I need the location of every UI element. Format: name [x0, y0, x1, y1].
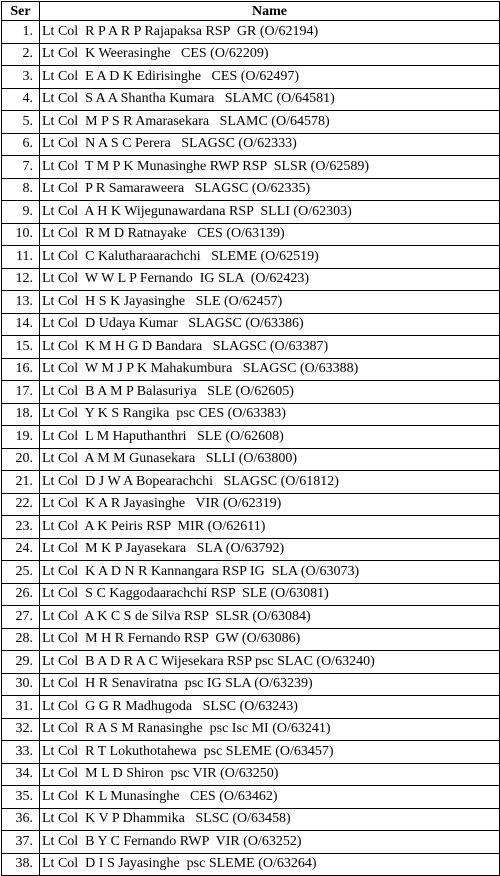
table-row — [2, 831, 500, 854]
table-row — [2, 493, 500, 516]
table-row — [2, 426, 500, 449]
ser-cell: 9. — [2, 201, 40, 224]
table-row — [2, 853, 500, 876]
name-cell: Lt Col B A M P Balasuriya SLE (O/62605) — [40, 381, 500, 404]
table-row — [2, 763, 500, 786]
table-row — [2, 201, 500, 224]
name-cell: Lt Col R P A R P Rajapaksa RSP GR (O/62194) — [40, 21, 500, 44]
ser-cell: 11. — [2, 246, 40, 269]
ser-column-header: Ser — [2, 2, 40, 21]
ser-cell: 38. — [2, 853, 40, 876]
table-row — [2, 313, 500, 336]
ser-cell: 33. — [2, 741, 40, 764]
name-cell: Lt Col S C Kaggodaarachchi RSP SLE (O/63081) — [40, 583, 500, 606]
ser-cell: 7. — [2, 156, 40, 179]
name-cell: Lt Col R A S M Ranasinghe psc Isc MI (O/63241) — [40, 718, 500, 741]
ser-cell: 2. — [2, 43, 40, 66]
ser-cell: 13. — [2, 291, 40, 314]
ser-cell: 37. — [2, 831, 40, 854]
name-cell: Lt Col T M P K Munasinghe RWP RSP SLSR (O/62589) — [40, 156, 500, 179]
ser-cell: 24. — [2, 538, 40, 561]
name-cell: Lt Col M P S R Amarasekara SLAMC (O/64578) — [40, 111, 500, 134]
name-cell: Lt Col A M M Gunasekara SLLI (O/63800) — [40, 448, 500, 471]
ser-cell: 18. — [2, 403, 40, 426]
table-row — [2, 291, 500, 314]
name-cell: Lt Col D I S Jayasinghe psc SLEME (O/63264) — [40, 853, 500, 876]
table-row — [2, 358, 500, 381]
table-row — [2, 583, 500, 606]
name-cell: Lt Col K V P Dhammika SLSC (O/63458) — [40, 808, 500, 831]
header-row — [2, 2, 500, 21]
ser-cell: 4. — [2, 88, 40, 111]
ser-cell: 28. — [2, 628, 40, 651]
name-cell: Lt Col B Y C Fernando RWP VIR (O/63252) — [40, 831, 500, 854]
ser-cell: 32. — [2, 718, 40, 741]
table-row — [2, 673, 500, 696]
table-row — [2, 741, 500, 764]
name-cell: Lt Col H R Senaviratna psc IG SLA (O/63239) — [40, 673, 500, 696]
name-cell: Lt Col A H K Wijegunawardana RSP SLLI (O/62303) — [40, 201, 500, 224]
table-row — [2, 21, 500, 44]
name-cell: Lt Col D Udaya Kumar SLAGSC (O/63386) — [40, 313, 500, 336]
table-row — [2, 786, 500, 809]
table-row — [2, 336, 500, 359]
ser-cell: 36. — [2, 808, 40, 831]
table-row — [2, 381, 500, 404]
ser-cell: 26. — [2, 583, 40, 606]
name-cell: Lt Col R T Lokuthotahewa psc SLEME (O/63457) — [40, 741, 500, 764]
table-row — [2, 246, 500, 269]
name-cell: Lt Col N A S C Perera SLAGSC (O/62333) — [40, 133, 500, 156]
table-row — [2, 66, 500, 89]
ser-cell: 17. — [2, 381, 40, 404]
ser-cell: 27. — [2, 606, 40, 629]
table-row — [2, 268, 500, 291]
name-cell: Lt Col B A D R A C Wijesekara RSP psc SLAC (O/63240) — [40, 651, 500, 674]
name-cell: Lt Col G G R Madhugoda SLSC (O/63243) — [40, 696, 500, 719]
name-cell: Lt Col W M J P K Mahakumbura SLAGSC (O/63388) — [40, 358, 500, 381]
ser-cell: 1. — [2, 21, 40, 44]
table-row — [2, 651, 500, 674]
table-row — [2, 43, 500, 66]
table-row — [2, 538, 500, 561]
table-row — [2, 88, 500, 111]
table-row — [2, 111, 500, 134]
table-row — [2, 471, 500, 494]
ser-cell: 3. — [2, 66, 40, 89]
ser-cell: 31. — [2, 696, 40, 719]
ser-cell: 23. — [2, 516, 40, 539]
name-cell: Lt Col C Kalutharaarachchi SLEME (O/62519) — [40, 246, 500, 269]
table-row — [2, 628, 500, 651]
ser-cell: 8. — [2, 178, 40, 201]
name-cell: Lt Col S A A Shantha Kumara SLAMC (O/64581) — [40, 88, 500, 111]
name-cell: Lt Col Y K S Rangika psc CES (O/63383) — [40, 403, 500, 426]
ser-cell: 15. — [2, 336, 40, 359]
ser-cell: 6. — [2, 133, 40, 156]
ser-cell: 16. — [2, 358, 40, 381]
table-row — [2, 696, 500, 719]
table-row — [2, 223, 500, 246]
table-body — [2, 21, 500, 876]
name-cell: Lt Col K L Munasinghe CES (O/63462) — [40, 786, 500, 809]
name-cell: Lt Col A K C S de Silva RSP SLSR (O/63084) — [40, 606, 500, 629]
table-row — [2, 718, 500, 741]
table-row — [2, 606, 500, 629]
ser-cell: 25. — [2, 561, 40, 584]
name-cell: Lt Col E A D K Edirisinghe CES (O/62497) — [40, 66, 500, 89]
officers-table — [1, 1, 500, 876]
table-row — [2, 403, 500, 426]
ser-cell: 14. — [2, 313, 40, 336]
table-row — [2, 516, 500, 539]
table-row — [2, 178, 500, 201]
name-cell: Lt Col M K P Jayasekara SLA (O/63792) — [40, 538, 500, 561]
ser-cell: 30. — [2, 673, 40, 696]
name-cell: Lt Col W W L P Fernando IG SLA (O/62423) — [40, 268, 500, 291]
name-cell: Lt Col K M H G D Bandara SLAGSC (O/63387) — [40, 336, 500, 359]
table-row — [2, 156, 500, 179]
name-cell: Lt Col K A D N R Kannangara RSP IG SLA (O/63073) — [40, 561, 500, 584]
ser-cell: 12. — [2, 268, 40, 291]
name-cell: Lt Col M H R Fernando RSP GW (O/63086) — [40, 628, 500, 651]
name-cell: Lt Col L M Haputhanthri SLE (O/62608) — [40, 426, 500, 449]
name-cell: Lt Col D J W A Bopearachchi SLAGSC (O/61812) — [40, 471, 500, 494]
name-cell: Lt Col K Weerasinghe CES (O/62209) — [40, 43, 500, 66]
ser-cell: 35. — [2, 786, 40, 809]
name-cell: Lt Col P R Samaraweera SLAGSC (O/62335) — [40, 178, 500, 201]
table-row — [2, 448, 500, 471]
name-cell: Lt Col M L D Shiron psc VIR (O/63250) — [40, 763, 500, 786]
ser-cell: 34. — [2, 763, 40, 786]
ser-cell: 29. — [2, 651, 40, 674]
name-cell: Lt Col K A R Jayasinghe VIR (O/62319) — [40, 493, 500, 516]
ser-cell: 19. — [2, 426, 40, 449]
name-column-header: Name — [40, 2, 500, 21]
table-row — [2, 133, 500, 156]
ser-cell: 22. — [2, 493, 40, 516]
name-cell: Lt Col R M D Ratnayake CES (O/63139) — [40, 223, 500, 246]
ser-cell: 20. — [2, 448, 40, 471]
table-row — [2, 808, 500, 831]
ser-cell: 21. — [2, 471, 40, 494]
ser-cell: 10. — [2, 223, 40, 246]
ser-cell: 5. — [2, 111, 40, 134]
name-cell: Lt Col A K Peiris RSP MIR (O/62611) — [40, 516, 500, 539]
table-row — [2, 561, 500, 584]
name-cell: Lt Col H S K Jayasinghe SLE (O/62457) — [40, 291, 500, 314]
